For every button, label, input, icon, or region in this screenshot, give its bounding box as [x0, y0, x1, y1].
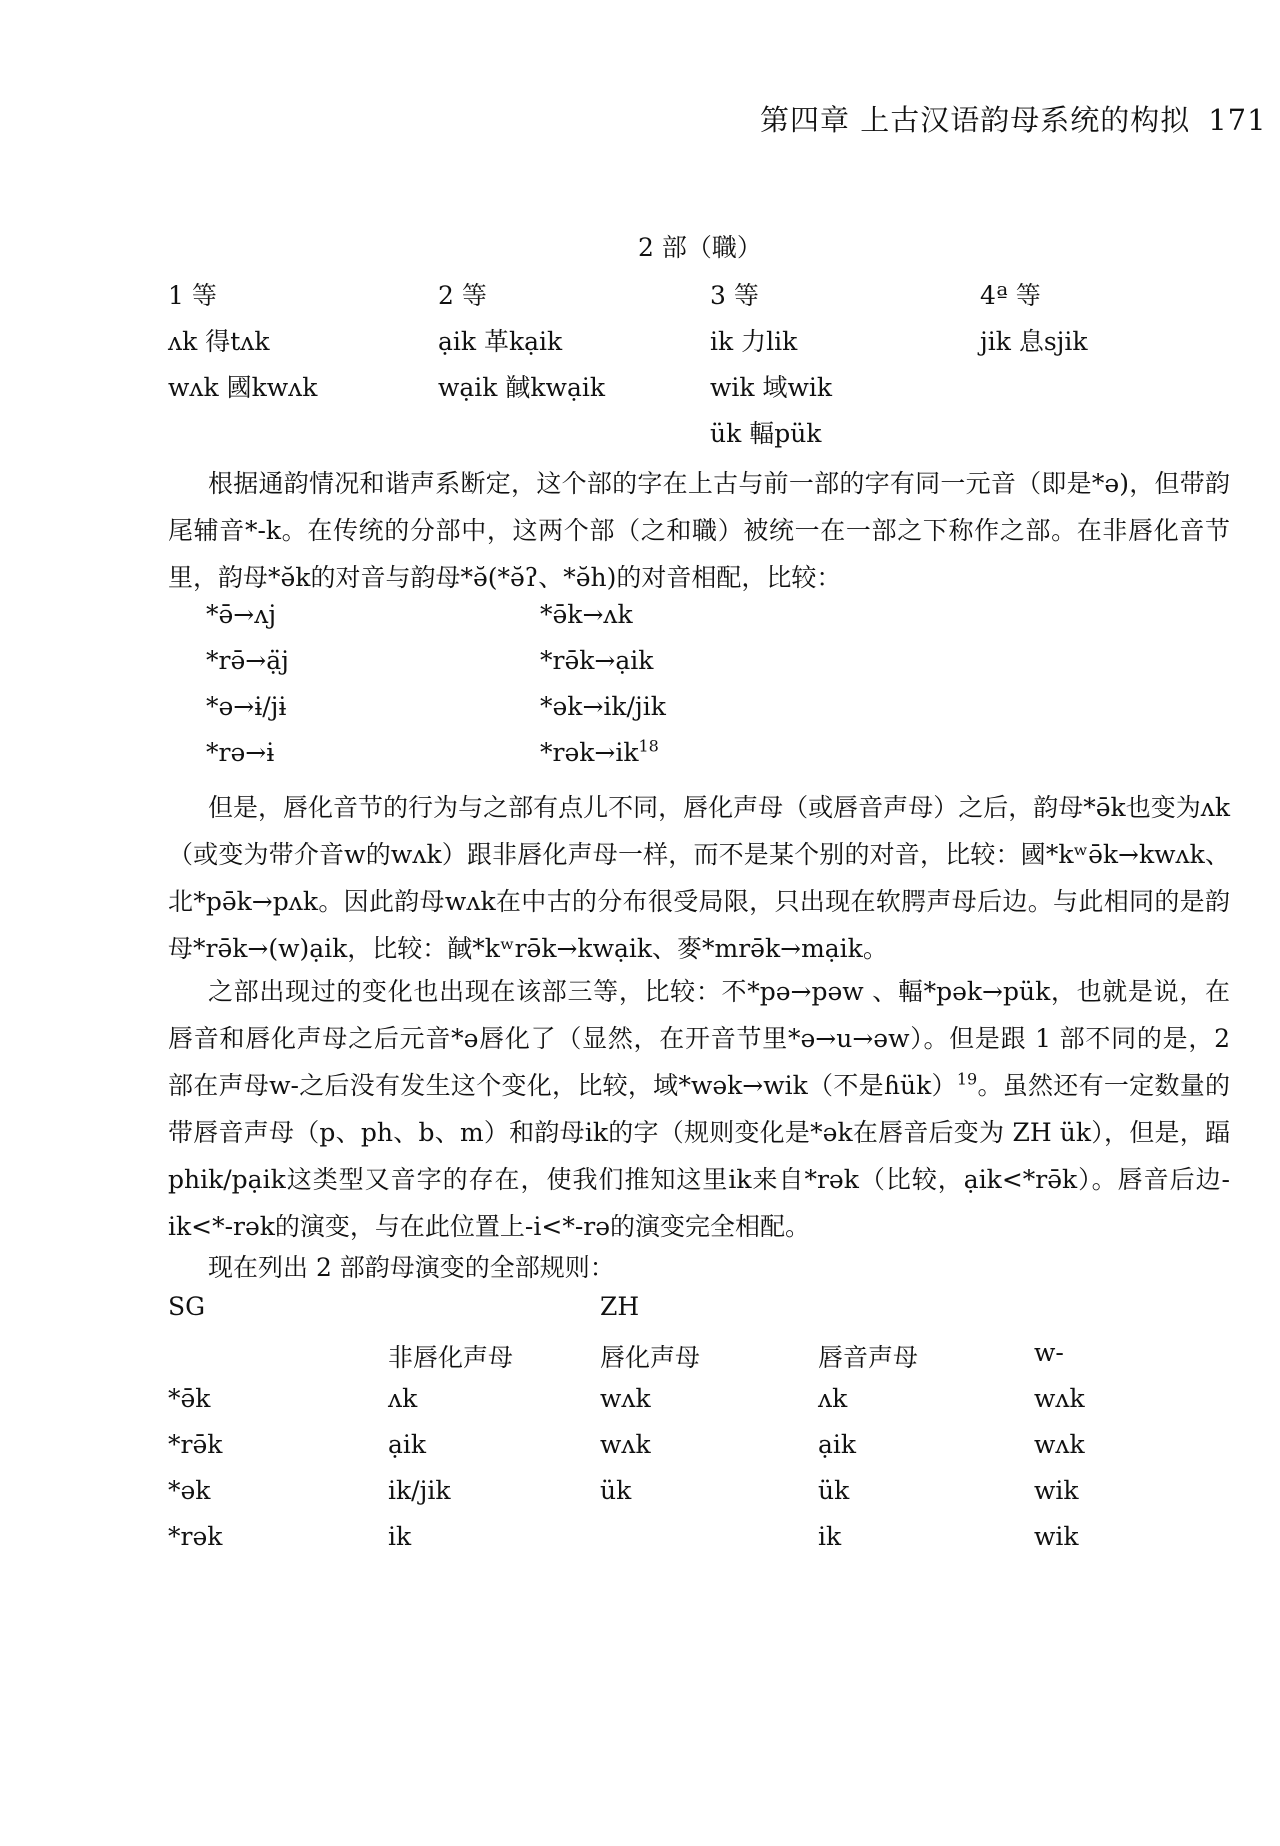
paragraph-1-text: 根据通韵情况和谐声系断定，这个部的字在上古与前一部的字有同一元音（即是*ə)，但带韵尾辅音*-k。在传统的分部中，这两个部（之和職）被统一在一部之下称作之部。在非唇化音节里，韵母*ə̆k的对音与韵母*ə̆(*ə̆ʔ、*ə̆h)的对音相配，比较： — [168, 469, 1230, 592]
table-cell: wʌk — [1034, 1430, 1085, 1459]
chapter-title: 第四章 上古汉语韵母系统的构拟 — [760, 103, 1191, 137]
open-syllable-form: *ə̄→ʌj — [206, 600, 277, 629]
paragraph-3 — [168, 968, 1230, 1250]
table-cell: ik/jik — [388, 1476, 451, 1505]
page-number: 171 — [1208, 103, 1267, 137]
table-cell: wik — [1034, 1476, 1079, 1505]
table-cell: ük — [600, 1476, 632, 1505]
grade-cell: ük 輻pük — [710, 419, 822, 448]
running-header — [760, 98, 1267, 139]
grade-header-2: 2 等 — [438, 281, 487, 310]
column-header-labialized: 唇化声母 — [600, 1343, 701, 1372]
paragraph-4-text: 现在列出 2 部韵母演变的全部规则： — [208, 1253, 615, 1282]
closed-syllable-form: *ək→ik/jik — [540, 692, 666, 721]
open-syllable-form: *rə→ɨ — [206, 738, 275, 767]
sg-form: *ə̄k — [168, 1384, 211, 1413]
table-cell: ạik — [818, 1430, 857, 1459]
table-cell: ʌk — [388, 1384, 418, 1413]
sg-form: *rək — [168, 1522, 223, 1551]
grade-header-3: 3 等 — [710, 281, 759, 310]
grade-header-4: 4ª 等 — [980, 281, 1041, 310]
grade-cell: wạik 馘kwạik — [438, 373, 605, 402]
grade-cell: jik 息sjik — [980, 327, 1088, 356]
table-cell: wik — [1034, 1522, 1079, 1551]
table-cell: ʌk — [818, 1384, 848, 1413]
paragraph-2 — [168, 784, 1230, 972]
zh-label: ZH — [600, 1292, 640, 1321]
column-header-w: w- — [1034, 1338, 1064, 1367]
table-cell: ik — [818, 1522, 842, 1551]
table-cell: ik — [388, 1522, 412, 1551]
table-cell: ük — [818, 1476, 850, 1505]
paragraph-2-text: 但是，唇化音节的行为与之部有点儿不同，唇化声母（或唇音声母）之后，韵母*ə̄k也变为ʌk（或变为带介音w的wʌk）跟非唇化声母一样，而不是某个别的对音，比较：國*kʷə̄k→kwʌk、北*pə̄k→pʌk。因此韵母wʌk在中古的分布很受局限，只出现在软腭声母后边。与此相同的是韵母*rə̄k→(w)ạik，比较：馘*kʷrə̄k→kwạik、麥*mrə̄k→mạik。 — [168, 793, 1230, 963]
paragraph-3-part-b: 。虽然还有一定数量的带唇音声母（p、ph、b、m）和韵母ik的字（规则变化是*ək在唇音后变为 ZH ük），但是，踾phik/pạik这类型又音字的存在，使我们推知这里ik来自*rək（比较，ạik<*rə̄k）。唇音后边-ik<*-rək的演变，与在此位置上-i<*-rə的演变完全相配。 — [168, 1071, 1230, 1241]
closed-syllable-form-text: *rək→ik — [540, 738, 639, 767]
paragraph-4 — [168, 1244, 1230, 1291]
table-cell: wʌk — [600, 1384, 651, 1413]
paragraph-1 — [168, 460, 1230, 601]
closed-syllable-form: *ə̄k→ʌk — [540, 600, 633, 629]
closed-syllable-form: *rə̄k→ạik — [540, 646, 654, 675]
open-syllable-form: *ə→ɨ/jɨ — [206, 692, 287, 721]
sg-form: *rə̄k — [168, 1430, 223, 1459]
footnote-ref-19: 19 — [956, 1069, 978, 1089]
paragraph-3-part-a: 之部出现过的变化也出现在该部三等，比较：不*pə→pəw 、輻*pək→pük，也就是说，在唇音和唇化声母之后元音*ə唇化了（显然，在开音节里*ə→u→əw）。但是跟 1 部不同的是，2 部在声母w-之后没有发生这个变化，比较，域*wək→wik（不是ɦük） — [168, 977, 1230, 1100]
paragraph-3-text — [168, 968, 1230, 1250]
grade-cell: ik 力lik — [710, 327, 798, 356]
grade-cell: ạik 革kạik — [438, 327, 563, 356]
grade-header-1: 1 等 — [168, 281, 217, 310]
closed-syllable-form — [540, 738, 659, 767]
table-cell: wʌk — [1034, 1384, 1085, 1413]
table-cell: ạik — [388, 1430, 427, 1459]
grade-cell: ʌk 得tʌk — [168, 327, 270, 356]
grade-cell: wʌk 國kwʌk — [168, 373, 318, 402]
column-header-nonlabial: 非唇化声母 — [388, 1343, 514, 1372]
sg-form: *ək — [168, 1476, 211, 1505]
grade-cell: wik 域wik — [710, 373, 833, 402]
sg-label: SG — [168, 1292, 206, 1321]
column-header-labial: 唇音声母 — [818, 1343, 919, 1372]
footnote-ref-18: 18 — [638, 736, 659, 756]
section-title: 2 部（職） — [638, 233, 762, 262]
table-cell: wʌk — [600, 1430, 651, 1459]
open-syllable-form: *rə̄→ạ̈j — [206, 646, 289, 675]
